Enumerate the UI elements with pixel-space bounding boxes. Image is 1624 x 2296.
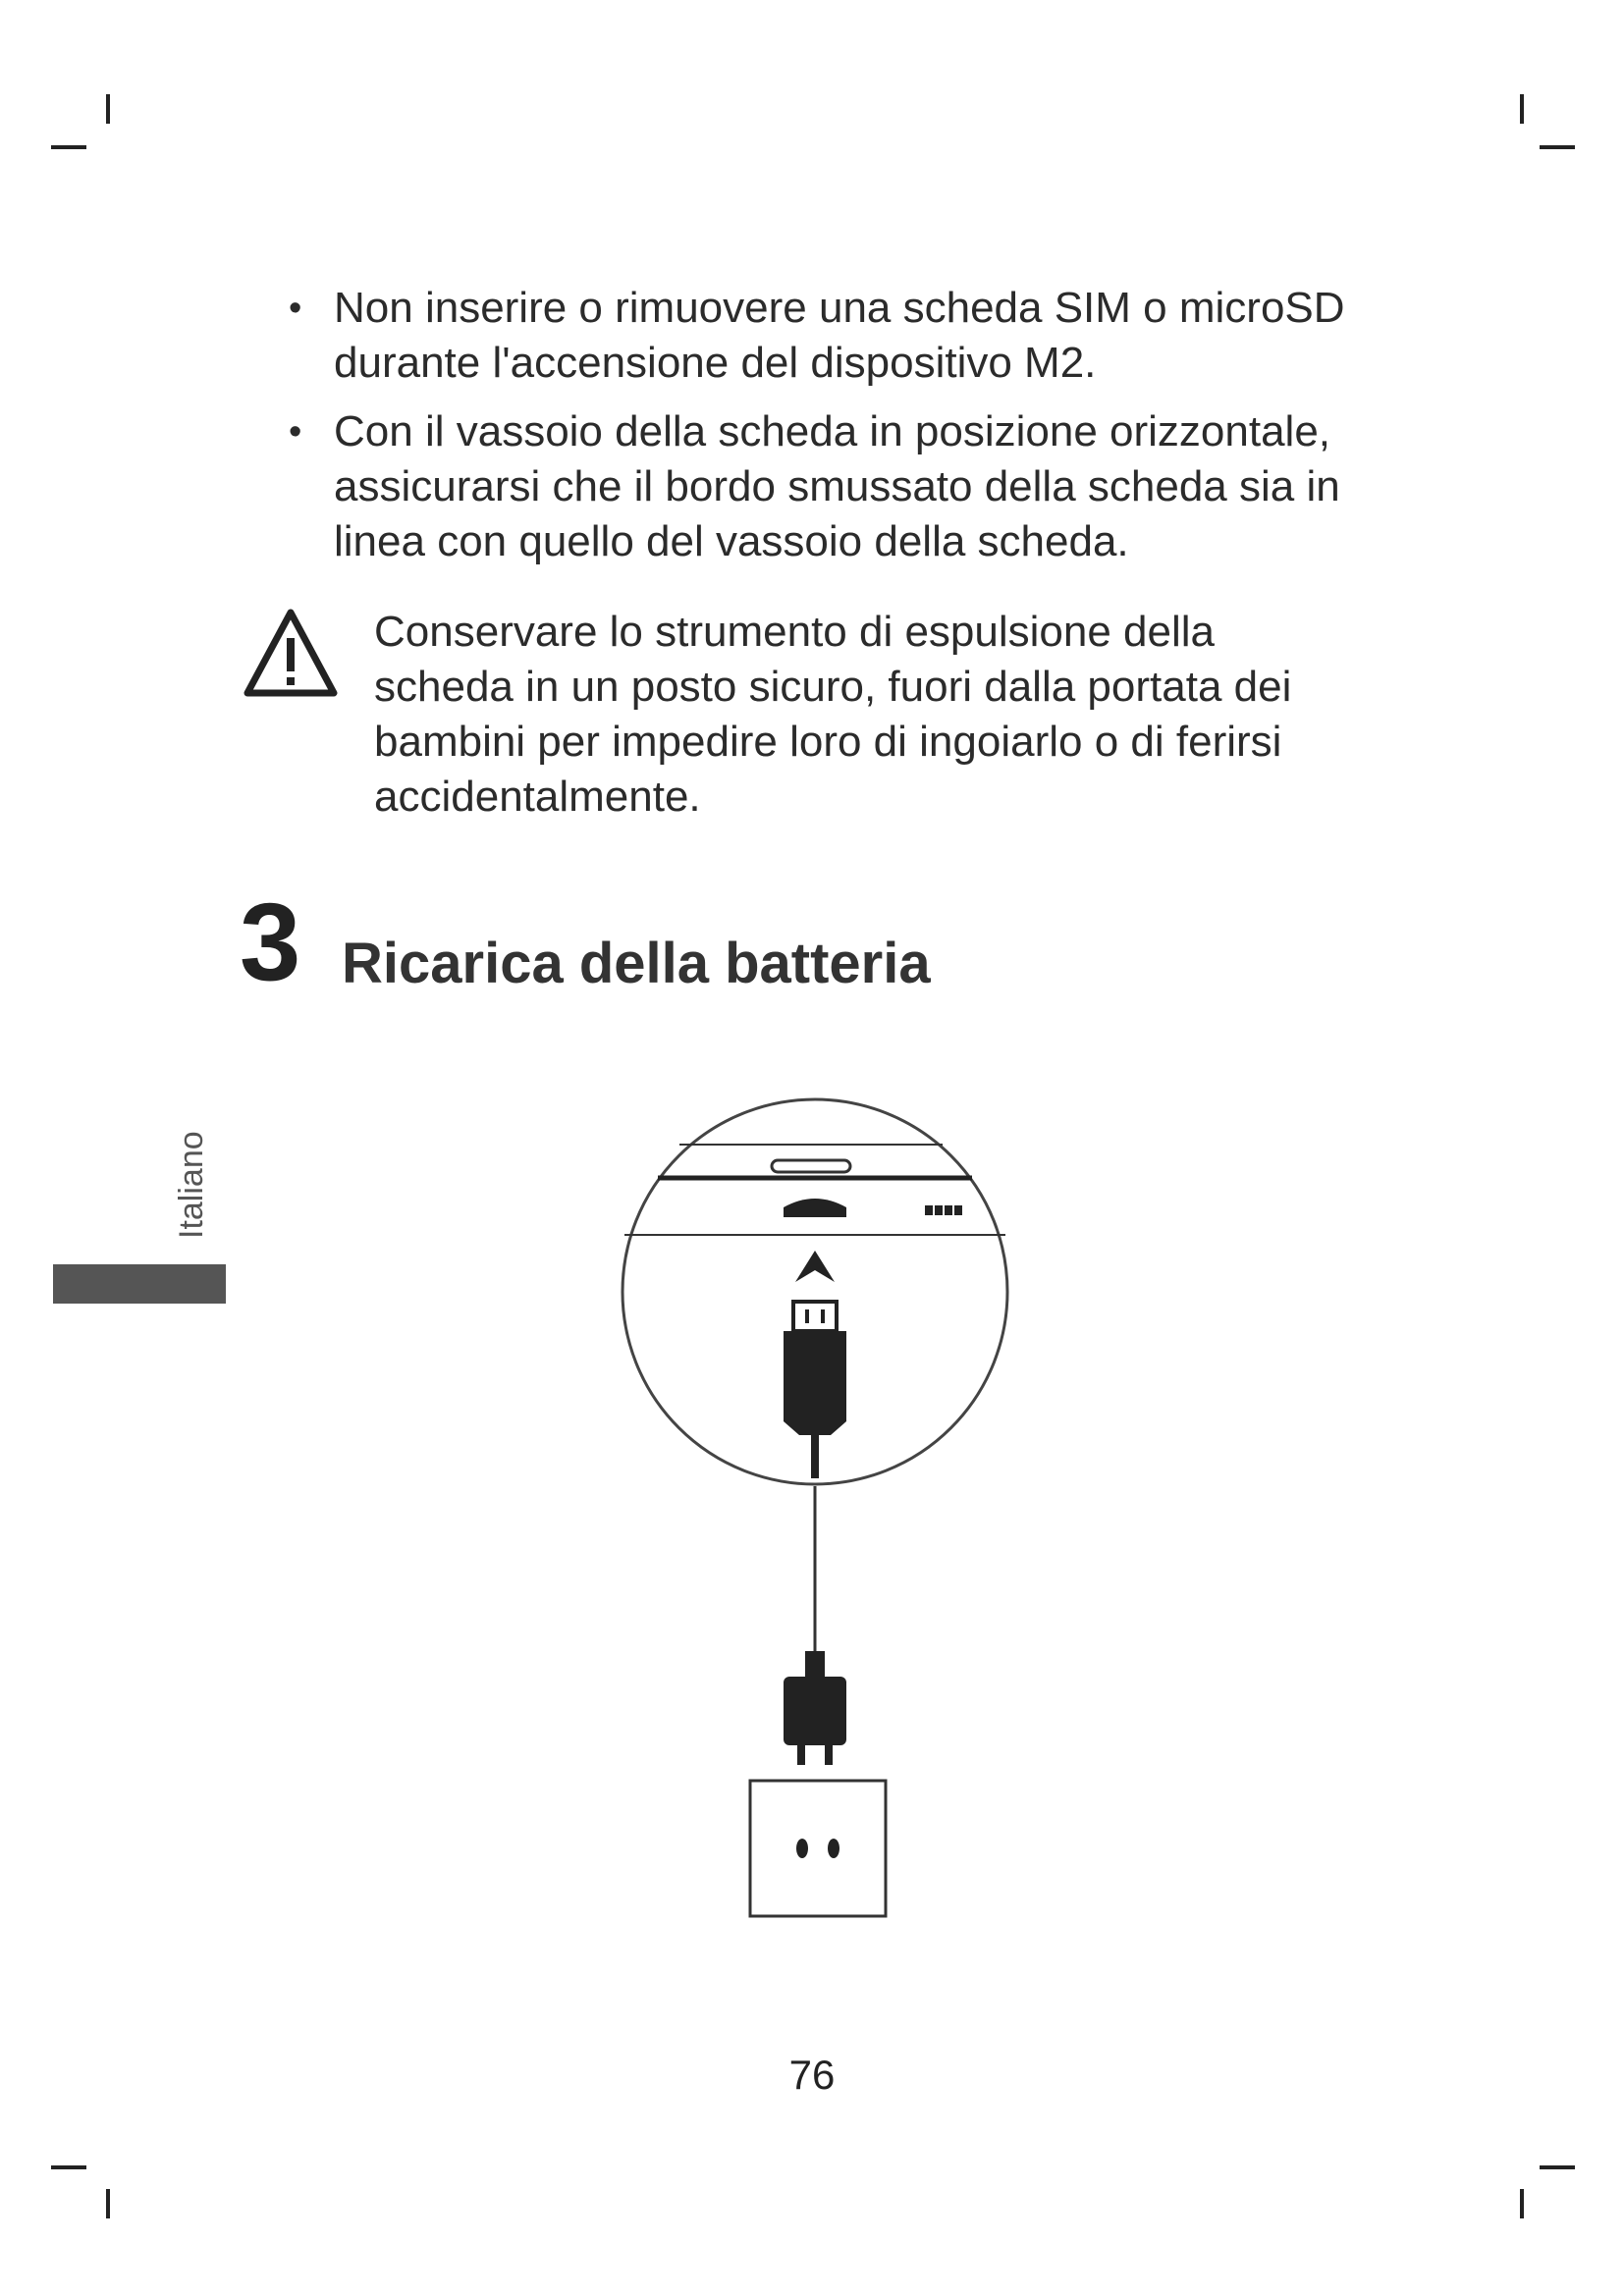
wall-socket-icon [750,1781,886,1916]
page-number: 76 [788,2052,836,2098]
crop-mark [51,2165,86,2169]
section-number: 3 [240,881,301,1003]
crop-mark [106,94,110,124]
bullet-list [285,281,1414,583]
device-zoom-circle [623,1099,1007,1484]
crop-mark [1540,145,1575,149]
charging-illustration [589,1080,1041,1944]
crop-mark [1540,2165,1575,2169]
bullet-dot: • [289,411,302,453]
language-label: Italiano [173,1131,210,1239]
list-item [285,281,1414,391]
crop-mark [1520,94,1524,124]
list-item [285,404,1414,569]
warning-triangle-icon [242,607,340,701]
crop-mark [51,145,86,149]
bullet-dot: • [289,288,302,329]
crop-mark [1520,2189,1524,2218]
charger-plug-icon [784,1651,846,1765]
crop-mark [106,2189,110,2218]
bullet-text: Con il vassoio della scheda in posizione orizzontale, assicurarsi che il bordo smussato della scheda sia in linea con quello del vassoio della scheda. [334,407,1340,565]
language-tab [53,1264,226,1304]
warning-text: Conservare lo strumento di espulsione della scheda in un posto sicuro, fuori dalla portata dei bambini per impedire loro di ingoiarlo o di ferirsi accidentalmente. [374,608,1292,821]
bullet-text: Non inserire o rimuovere una scheda SIM o microSD durante l'accensione del dispositivo M2. [334,284,1345,387]
section-title: Ricarica della batteria [342,932,931,995]
